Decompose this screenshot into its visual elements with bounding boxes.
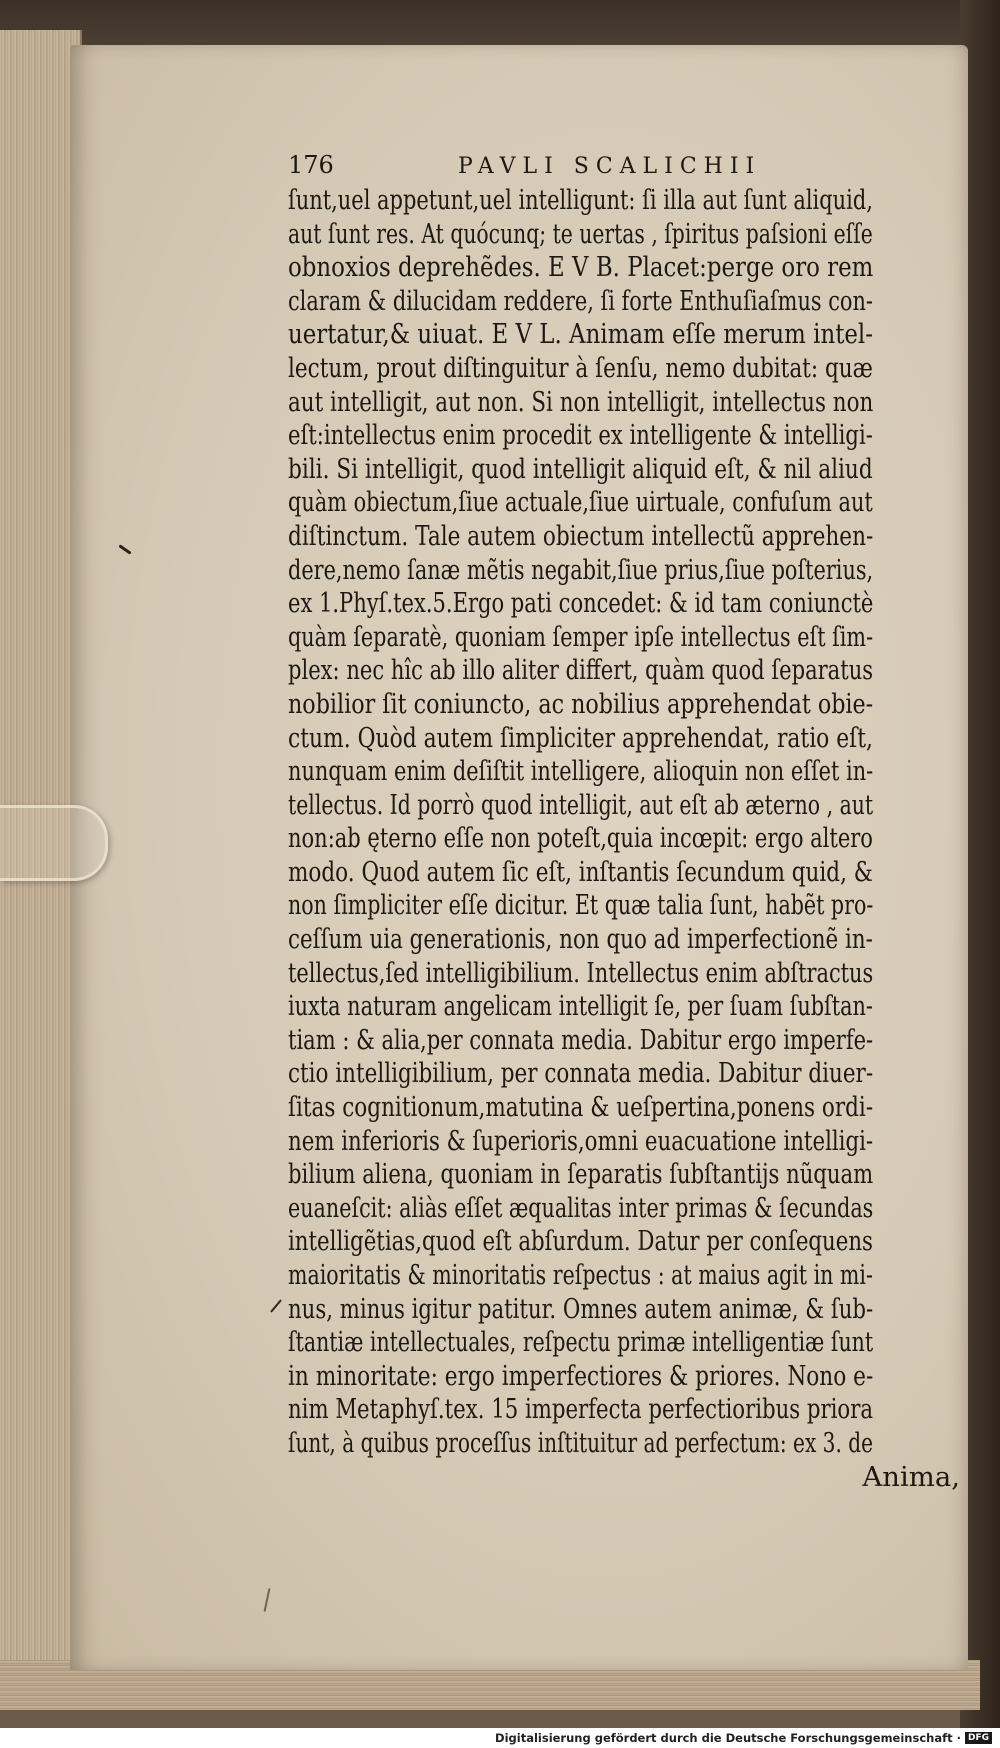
text-line: bilium aliena, quoniam in ſeparatis ſubſtantijs nũquam [288,1158,874,1191]
text-line: non ſimpliciter eſſe dicitur. Et quæ talia ſunt, habẽt pro- [288,889,874,922]
text-line: nus, minus igitur patitur. Omnes autem animæ, & ſub- [288,1292,874,1325]
text-line: intelligẽtias,quod eſt abſurdum. Datur per conſequens [288,1225,873,1258]
text-line: nim Metaphyſ.tex. 15 imperfecta perfectioribus priora [288,1393,873,1426]
text-line: ceſſum uia generationis, non quo ad imperfectionẽ in- [288,923,873,956]
text-line: nobilior ſit coniuncto, ac nobilius apprehendat obie- [288,687,874,720]
text-line: ſitas cognitionum,matutina & ueſpertina,ponens ordi- [288,1091,874,1124]
text-line: iuxta naturam angelicam intelligit ſe, per ſuam ſubſtan- [288,990,873,1023]
text-line: tellectus. Id porrò quod intelligit, aut eſt ab æterno , aut [288,788,874,821]
text-line: lectum, prout diſtinguitur à ſenſu, nemo dubitat: quæ [288,351,873,384]
footer-credit: Digitalisierung gefördert durch die Deutsche Forschungsgemeinschaft [495,1731,953,1745]
text-line: quàm ſeparatè, quoniam ſemper ipſe intellectus eſt ſim- [288,620,874,653]
text-line: claram & dilucidam reddere, ſi forte Enthuſiaſmus con- [288,284,873,317]
text-line: nem inferioris & ſuperioris,omni euacuatione intelligi- [288,1124,874,1157]
text-line: nunquam enim deſiſtit intelligere, alioquin non eſſet in- [288,755,874,788]
text-line: uertatur,& uiuat. E V L. Animam eſſe merum intel- [288,318,873,351]
text-line: in minoritate: ergo imperfectiores & priores. Nono e- [288,1359,874,1392]
text-line: ſunt,uel appetunt,uel intelligunt: ſi illa aut ſunt aliquid, [288,184,873,216]
text-line: eſt:intellectus enim procedit ex intelligente & intelligi- [288,419,873,452]
page-clip [0,805,108,881]
text-line: ſunt, à quibus proceſſus inſtituitur ad perfectum: ex 3. de [288,1426,874,1459]
text-line: modo. Quod autem ſic eſt, inſtantis ſecundum quid, & [288,855,873,888]
running-head-title: PAVLI SCALICHII [458,154,762,179]
text-line: diſtinctum. Tale autem obiectum intellectũ apprehen- [288,519,874,552]
catchword: Anima, [862,1460,960,1493]
text-line: ctio intelligibilium, per connata media. Dabitur diuer- [288,1057,874,1090]
text-line: quàm obiectum,ſiue actuale,ſiue uirtuale, confuſum aut [288,486,873,519]
running-head [288,148,978,182]
text-line: bili. Si intelligit, quod intelligit aliquid eſt, & nil aliud [288,452,873,485]
text-line: aut ſunt res. At quócunq; te uertas , ſpiritus paſsioni eſſe [288,217,873,250]
page-number: 176 [288,151,334,179]
text-line: dere,nemo ſanæ mẽtis negabit,ſiue prius,ſiue poſterius, [288,553,874,586]
text-line: tellectus,ſed intelligibilium. Intellectus enim abſtractus [288,956,874,989]
text-line: euaneſcit: aliàs eſſet æqualitas inter primas & ſecundas [288,1191,874,1224]
dfg-logo: DFG [965,1732,992,1744]
text-line: aut intelligit, aut non. Si non intelligit, intellectus non [288,385,874,418]
text-line: obnoxios deprehẽdes. E V B. Placet:perge oro rem [288,251,874,284]
text-line: non:ab ęterno eſſe non poteſt,quia incœpit: ergo altero [288,822,873,855]
body-text [288,184,978,1461]
text-line: plex: nec hîc ab illo aliter differt, quàm quod ſeparatus [288,654,874,687]
text-line: ex 1.Phyſ.tex.5.Ergo pati concedet: & id tam coniunctè [288,587,874,620]
footer-credit-bar: Digitalisierung gefördert durch die Deutsche Forschungsgemeinschaft · DFG [0,1728,1000,1748]
text-line: tiam : & alia,per connata media. Dabitur ergo imperfe- [288,1023,874,1056]
text-line: ctum. Quòd autem ſimpliciter apprehendat, ratio eſt, [288,721,873,754]
text-line: maioritatis & minoritatis reſpectus : at maius agit in mi- [288,1259,873,1291]
text-line: ſtantiæ intellectuales, reſpectu primæ intelligentiæ ſunt [288,1326,874,1359]
text-block [288,148,978,1494]
